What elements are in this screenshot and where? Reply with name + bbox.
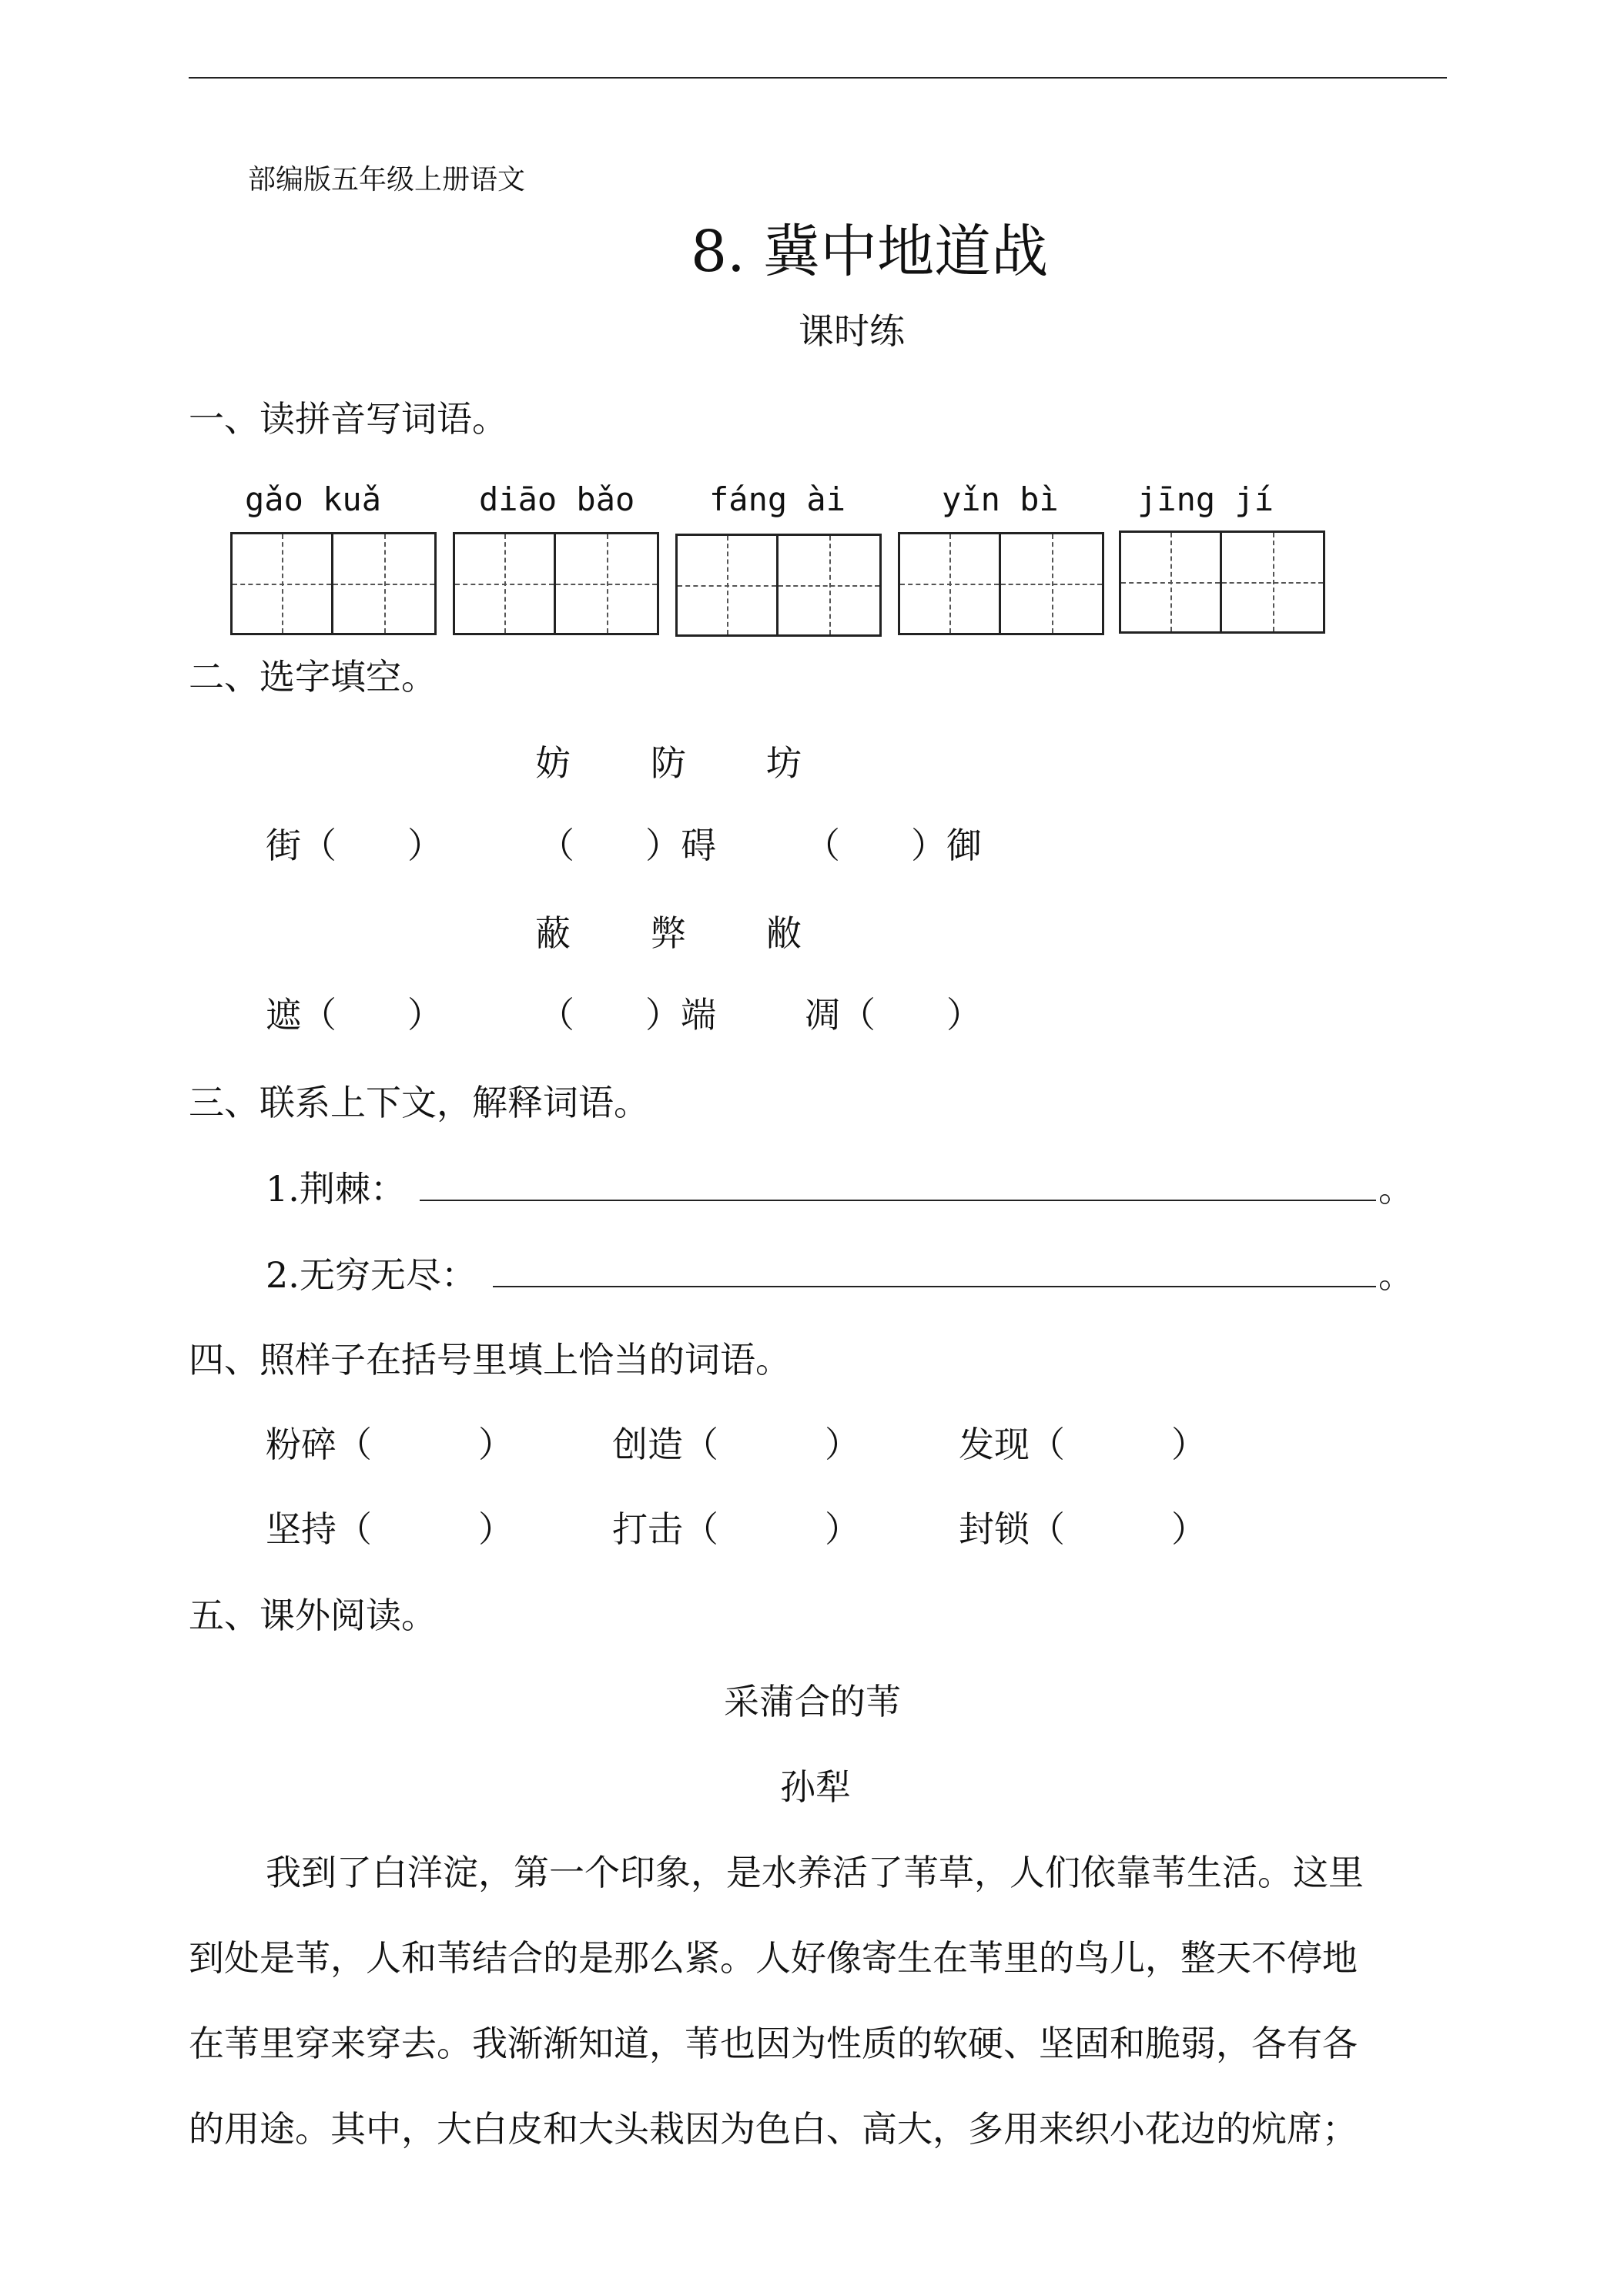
explain-label-2: 2.无穷无尽：: [266, 1254, 477, 1296]
page-subtitle: 课时练: [799, 310, 905, 352]
section-1-heading: 一、读拼音写词语。: [189, 398, 507, 440]
explain-end-1: 。: [1378, 1168, 1414, 1210]
word-fill-item[interactable]: 创造（ ）: [612, 1424, 860, 1465]
passage-author: 孙犁: [780, 1766, 851, 1808]
passage-line-2: 到处是苇，人和苇结合的是那么紧。人好像寄生在苇里的鸟儿，整天不停地: [189, 1937, 1358, 1979]
pinyin-4: yǐn bì: [942, 480, 1059, 518]
explain-end-2: 。: [1378, 1254, 1414, 1296]
writing-grid-1[interactable]: [230, 532, 437, 635]
passage-title: 采蒲合的苇: [724, 1681, 901, 1722]
section-3-heading: 三、联系上下文，解释词语。: [189, 1082, 649, 1123]
series-label: 部编版五年级上册语文: [248, 164, 526, 196]
passage-line-4: 的用途。其中，大白皮和大头栽因为色白、高大，多用来织小花边的炕席；: [189, 2108, 1358, 2150]
choice-char: 妨: [535, 742, 571, 784]
fill-item[interactable]: （ ）端: [539, 994, 716, 1036]
section-2-heading: 二、选字填空。: [189, 656, 437, 698]
section-4-heading: 四、照样子在括号里填上恰当的词语。: [189, 1339, 791, 1381]
choice-char: 弊: [651, 912, 686, 954]
writing-grid-3[interactable]: [675, 534, 882, 637]
choice-char: 坊: [766, 742, 802, 784]
pinyin-2: diāo bǎo: [479, 480, 635, 518]
word-fill-item[interactable]: 封锁（ ）: [959, 1508, 1207, 1550]
writing-grid-2[interactable]: [453, 532, 659, 635]
fill-item[interactable]: 凋（ ）: [805, 994, 982, 1036]
word-fill-item[interactable]: 坚持（ ）: [266, 1508, 514, 1550]
answer-line-2[interactable]: [493, 1286, 1376, 1287]
section-5-heading: 五、课外阅读。: [189, 1595, 437, 1636]
explain-label-1: 1.荆棘：: [266, 1168, 406, 1210]
choice-char: 蔽: [535, 912, 571, 954]
choice-char: 敝: [766, 912, 802, 954]
passage-line-3: 在苇里穿来穿去。我渐渐知道，苇也因为性质的软硬、坚固和脆弱，各有各: [189, 2023, 1358, 2064]
word-fill-item[interactable]: 发现（ ）: [959, 1424, 1207, 1465]
fill-item[interactable]: 街（ ）: [266, 825, 443, 866]
fill-item[interactable]: 遮（ ）: [266, 994, 443, 1036]
pinyin-3: fáng ài: [709, 480, 846, 518]
choice-char: 防: [651, 742, 686, 784]
fill-item[interactable]: （ ）碍: [539, 825, 716, 866]
pinyin-1: gǎo kuǎ: [245, 480, 382, 518]
pinyin-5: jīng jí: [1137, 480, 1274, 518]
top-rule: [189, 77, 1447, 79]
word-fill-item[interactable]: 粉碎（ ）: [266, 1424, 514, 1465]
page-title: 8. 冀中地道战: [691, 219, 1049, 285]
answer-line-1[interactable]: [420, 1200, 1376, 1201]
writing-grid-5[interactable]: [1119, 530, 1325, 634]
passage-line-1: 我到了白洋淀，第一个印象，是水养活了苇草，人们依靠苇生活。这里: [266, 1852, 1364, 1893]
word-fill-item[interactable]: 打击（ ）: [612, 1508, 860, 1550]
fill-item[interactable]: （ ）御: [805, 825, 982, 866]
writing-grid-4[interactable]: [898, 532, 1104, 635]
